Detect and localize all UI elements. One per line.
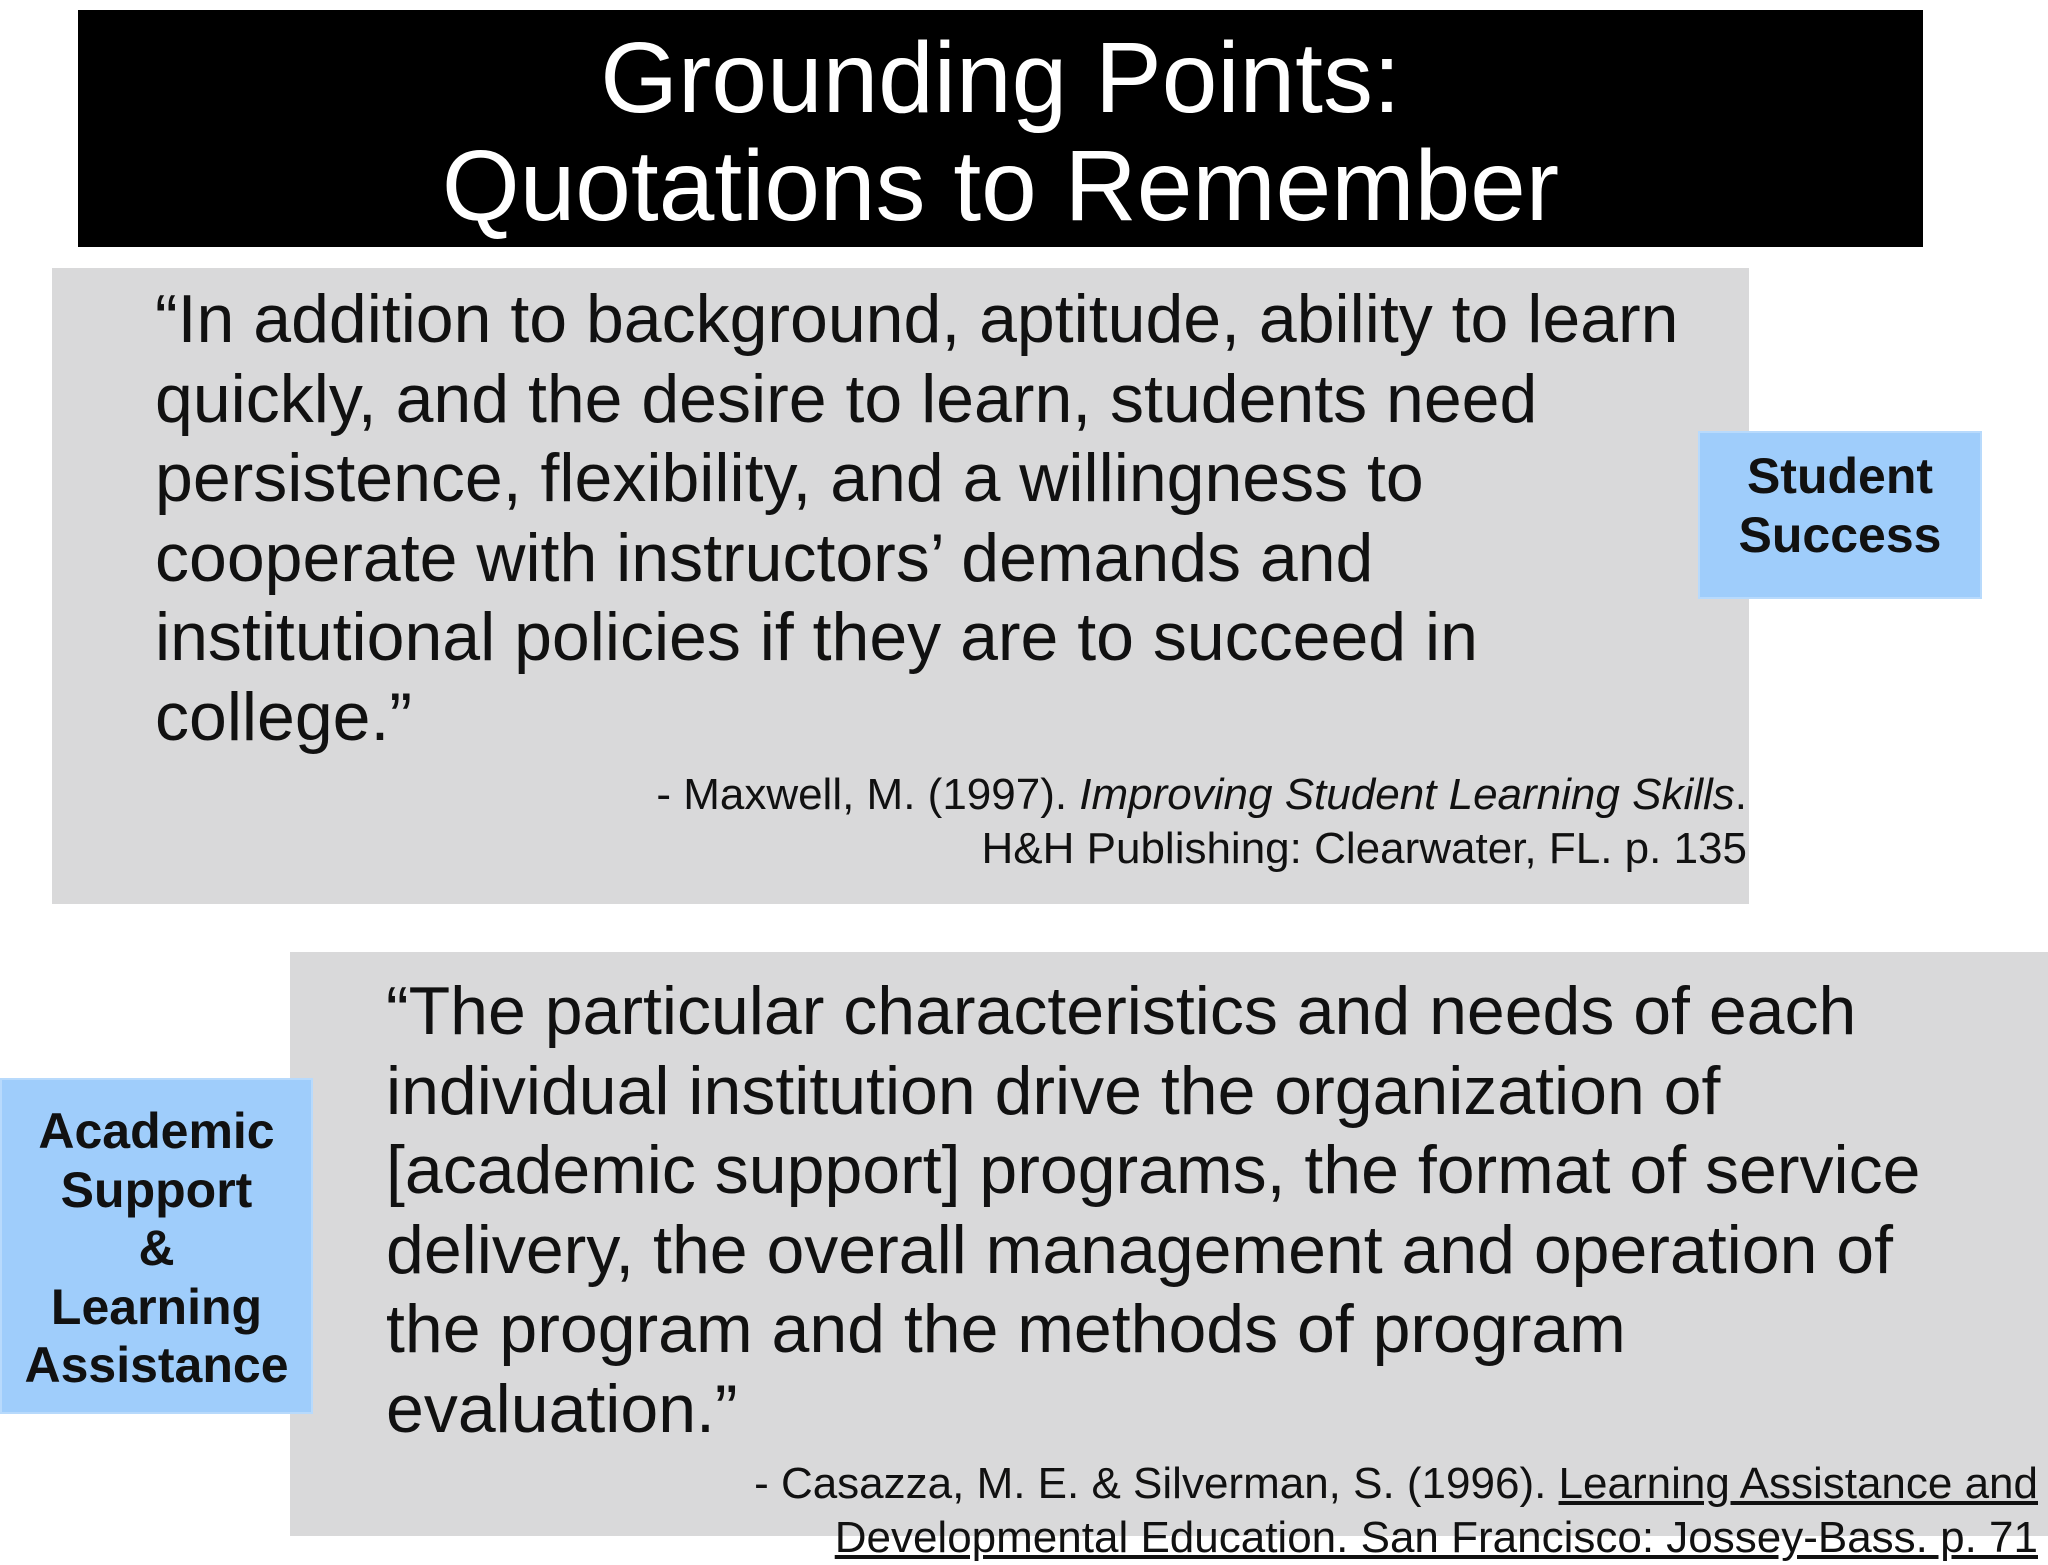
quote-line: delivery, the overall management and operation of — [386, 1211, 1893, 1288]
quote-line: evaluation.” — [386, 1370, 738, 1447]
quote-line: college.” — [155, 678, 413, 755]
student-success-tag — [1698, 431, 1982, 599]
tag-line: Support — [60, 1161, 253, 1218]
quote-line: “The particular characteristics and needs of each — [386, 973, 1857, 1049]
slide-title-line-2: Quotations to Remember — [441, 130, 1560, 242]
tag-line: Academic — [38, 1103, 275, 1159]
citation-author: - Casazza, M. E. & Silverman, S. (1996). — [754, 1459, 1559, 1508]
citation-line-2: H&H Publishing: Clearwater, FL. p. 135 — [981, 824, 1747, 873]
slide-title-line-1: Grounding Points: — [600, 22, 1401, 134]
citation-casazza — [754, 1457, 2038, 1565]
citation-author: - Maxwell, M. (1997). — [656, 770, 1080, 819]
tag-line: Success — [1738, 507, 1942, 563]
quote-line: persistence, flexibility, and a willingness to — [155, 440, 1424, 516]
academic-support-tag — [0, 1078, 313, 1414]
citation-book-title: Learning Assistance and — [1558, 1459, 2038, 1508]
tag-line: Assistance — [24, 1337, 289, 1393]
quote-line: “In addition to background, aptitude, ability to learn — [155, 281, 1679, 357]
citation-line-2 — [754, 1511, 2038, 1565]
quote-line: cooperate with instructors’ demands and — [155, 519, 1374, 596]
tag-line: Student — [1746, 448, 1934, 504]
citation-line-1 — [656, 768, 1747, 822]
quote-line: institutional policies if they are to succeed in — [155, 599, 1478, 675]
quote-text-maxwell — [155, 280, 1678, 757]
citation-book-title: Improving Student Learning Skills — [1079, 770, 1735, 819]
quote-box-maxwell — [52, 268, 1749, 904]
citation-line-1 — [754, 1457, 2038, 1511]
quote-line: [academic support] programs, the format of service — [386, 1132, 1921, 1208]
quote-text-casazza — [386, 972, 1920, 1449]
citation-maxwell — [656, 768, 1747, 876]
tag-line: Learning — [50, 1278, 263, 1335]
quote-line: quickly, and the desire to learn, students need — [155, 360, 1538, 437]
citation-publisher: Developmental Education. San Francisco: Jossey-Bass. p. 71 — [834, 1513, 2038, 1562]
tag-line: & — [138, 1220, 175, 1276]
quote-line: individual institution drive the organization of — [386, 1052, 1721, 1129]
quote-box-casazza — [290, 952, 2048, 1562]
quote-line: the program and the methods of program — [386, 1291, 1626, 1367]
slide-title-bar — [78, 10, 1923, 247]
citation-period: . — [1734, 770, 1747, 819]
